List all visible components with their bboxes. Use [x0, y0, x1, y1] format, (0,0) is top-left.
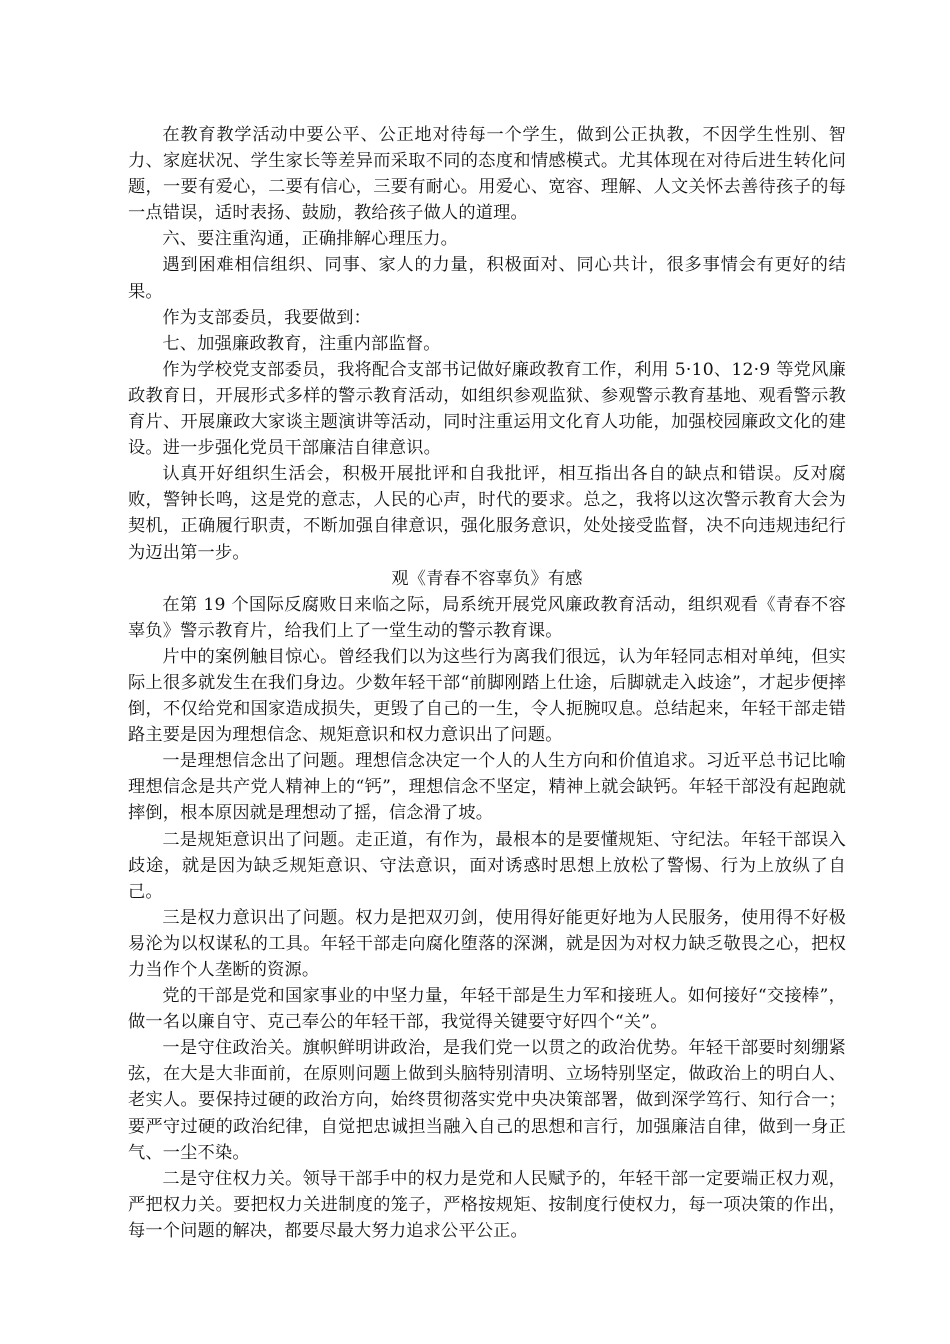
paragraph-organizational-life: 认真开好组织生活会，积极开展批评和自我批评，相互指出各自的缺点和错误。反对腐败，警钟长鸣，这是党的意志，人民的心声，时代的要求。总之，我将以这次警示教育大会为契机，正确履行职责，不断加强自律意识，强化服务意识，处处接受监督，决不向违规违纪行为迈出第一步。 [128, 464, 846, 563]
paragraph-young-cadres: 党的干部是党和国家事业的中坚力量，年轻干部是生力军和接班人。如何接好“交接棒”，做一名以廉自守、克己奉公的年轻干部，我觉得关键要守好四个“关”。 [128, 986, 846, 1033]
paragraph-power: 三是权力意识出了问题。权力是把双刃剑，使用得好能更好地为人民服务，使用得不好极易沦为以权谋私的工具。年轻干部走向腐化堕落的深渊，就是因为对权力缺乏敬畏之心，把权力当作个人垄断的资源。 [128, 907, 846, 980]
paragraph-cases: 片中的案例触目惊心。曾经我们以为这些行为离我们很远，认为年轻同志相对单纯，但实际上很多就发生在我们身边。少数年轻干部“前脚刚踏上仕途，后脚就走入歧途”，才起步便摔倒，不仅给党和国家造成损失，更毁了自己的一生，令人扼腕叹息。总结起来，年轻干部走错路主要是因为理想信念、规矩意识和权力意识出了问题。 [128, 646, 846, 746]
paragraph-power-gate: 二是守住权力关。领导干部手中的权力是党和人民赋予的，年轻干部一定要端正权力观，严把权力关。要把权力关进制度的笼子，严格按规矩、按制度行使权力，每一项决策的作出，每一个问题的解决，都要尽最大努力追求公平公正。 [128, 1168, 846, 1241]
paragraph-anti-corruption-day: 在第 19 个国际反腐败日来临之际，局系统开展党风廉政教育活动，组织观看《青春不容辜负》警示教育片，给我们上了一堂生动的警示教育课。 [128, 594, 846, 641]
document-page [128, 122, 846, 1244]
paragraph-point-seven: 七、加强廉政教育，注重内部监督。 [162, 333, 441, 354]
paragraph-fairness: 在教育教学活动中要公平、公正地对待每一个学生，做到公正执教，不因学生性别、智力、家庭状况、学生家长等差异而采取不同的态度和情感模式。尤其体现在对待后进生转化问题，一要有爱心，二要有信心，三要有耐心。用爱心、宽容、理解、人文关怀去善待孩子的每一点错误，适时表扬、鼓励，教给孩子做人的道理。 [128, 125, 846, 224]
paragraph-difficulties: 遇到困难相信组织、同事、家人的力量，积极面对、同心共计，很多事情会有更好的结果。 [128, 255, 846, 302]
section-title: 观《青春不容辜负》有感 [391, 568, 583, 589]
paragraph-ideals: 一是理想信念出了问题。理想信念决定一个人的人生方向和价值追求。习近平总书记比喻理想信念是共产党人精神上的“钙”，理想信念不坚定，精神上就会缺钙。年轻干部没有起跑就摔倒，根本原因就是理想动了摇，信念滑了坡。 [128, 751, 846, 824]
paragraph-rules: 二是规矩意识出了问题。走正道，有作为，最根本的是要懂规矩、守纪法。年轻干部误入歧途，就是因为缺乏规矩意识、守法意识，面对诱惑时思想上放松了警惕、行为上放纵了自己。 [128, 829, 846, 902]
paragraph-integrity-education: 作为学校党支部委员，我将配合支部书记做好廉政教育工作，利用 5·10、12·9 等党风廉政教育日，开展形式多样的警示教育活动，如组织参观监狱、参观警示教育基地、观看警示教育片、开展廉政大家谈主题演讲等活动，同时注重运用文化育人功能，加强校园廉政文化的建设。进一步强化党员干部廉洁自律意识。 [128, 359, 846, 459]
paragraph-committee-member: 作为支部委员，我要做到： [162, 307, 372, 328]
paragraph-point-six: 六、要注重沟通，正确排解心理压力。 [162, 229, 458, 250]
paragraph-political-gate: 一是守住政治关。旗帜鲜明讲政治，是我们党一以贯之的政治优势。年轻干部要时刻绷紧弦，在大是大非面前，在原则问题上做到头脑特别清明、立场特别坚定，做政治上的明白人、老实人。要保持过硬的政治方向，始终贯彻落实党中央决策部署，做到深学笃行、知行合一；要严守过硬的政治纪律，自觉把忠诚担当融入自己的思想和言行，加强廉洁自律，做到一身正气、一尘不染。 [128, 1038, 846, 1163]
